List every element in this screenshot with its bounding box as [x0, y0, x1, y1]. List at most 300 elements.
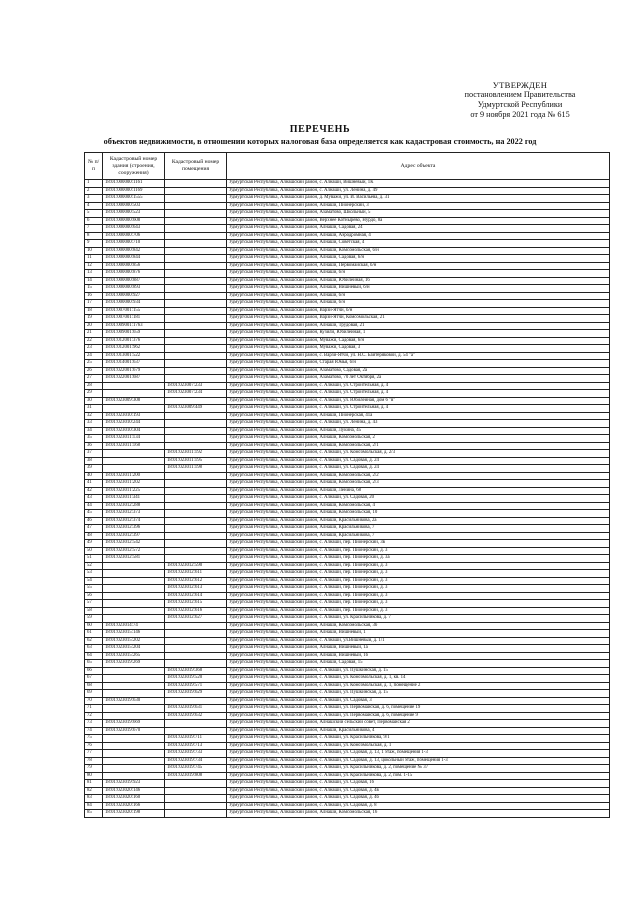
cell-cad-premise: 18:01:023012:614 — [165, 592, 227, 600]
cell-cad-building: 18:01:007001:155 — [103, 307, 165, 315]
cell-num: 3 — [85, 195, 103, 203]
cell-cad-premise — [165, 262, 227, 270]
cell-address: Удмуртская Республика, Алнашский район, Алнаши, Комсомольская, 3б — [227, 622, 610, 630]
cell-cad-building: 18:01:023011:168 — [103, 442, 165, 450]
table-row — [85, 412, 610, 420]
cell-address: Удмуртская Республика, Алнашский район, Алнаши, Красильникова, 2а — [227, 517, 610, 525]
cell-cad-premise — [165, 412, 227, 420]
table-row — [85, 525, 610, 533]
cell-num: 47 — [85, 525, 103, 533]
table-row — [85, 555, 610, 563]
cell-cad-premise — [165, 337, 227, 345]
table-row — [85, 735, 610, 743]
table-row — [85, 532, 610, 540]
cell-cad-premise: 18:01:023007:234 — [165, 390, 227, 398]
table-row — [85, 367, 610, 375]
cell-num: 85 — [85, 810, 103, 818]
cell-cad-premise: 18:01:023009:449 — [165, 405, 227, 413]
cell-address: Удмуртская Республика, Алнашский район, с. Алнаши, пер. Пионерский, д. 3 — [227, 600, 610, 608]
cell-cad-building: 18:01:023012:542 — [103, 540, 165, 548]
cell-num: 7 — [85, 225, 103, 233]
cell-cad-premise — [165, 787, 227, 795]
cell-cad-premise — [165, 315, 227, 323]
cell-cad-building — [103, 570, 165, 578]
cell-cad-premise: 18:01:023012:627 — [165, 615, 227, 623]
cell-cad-building: 18:01:000000:523 — [103, 210, 165, 218]
table-row — [85, 795, 610, 803]
cell-cad-building: 18:01:007001:181 — [103, 315, 165, 323]
cell-cad-building: 18:01:023009:308 — [103, 397, 165, 405]
cell-cad-premise — [165, 330, 227, 338]
cell-cad-premise — [165, 802, 227, 810]
cell-num: 57 — [85, 600, 103, 608]
cell-address: Удмуртская Республика, Алнашский район, с. Алнаши, ул. Комсомольская, д. 1, помещение 2 — [227, 682, 610, 690]
cell-address: Удмуртская Республика, Алнашский район, с. Алнаши, ул.Вишневый, д. 1/1 — [227, 637, 610, 645]
cell-cad-premise: 18:01:023012:615 — [165, 600, 227, 608]
cell-cad-premise: 18:01:023011:195 — [165, 457, 227, 465]
cell-cad-building — [103, 765, 165, 773]
cell-num: 46 — [85, 517, 103, 525]
table-row — [85, 435, 610, 443]
cell-cad-premise: 18:01:023019:520 — [165, 675, 227, 683]
cell-cad-building: 18:01:023011:341 — [103, 495, 165, 503]
cell-cad-building — [103, 690, 165, 698]
table-row — [85, 690, 610, 698]
cell-num: 12 — [85, 262, 103, 270]
cell-num: 68 — [85, 682, 103, 690]
cell-cad-premise — [165, 270, 227, 278]
cell-address: Удмуртская Республика, Алнашский район, с. Алнаши, ул. Юбилейная, дом 6 "в" — [227, 397, 610, 405]
cell-num: 31 — [85, 405, 103, 413]
cell-address: Удмуртская Республика, Алнашский район, с. Алнаши, ул. Строительная, д. 4 — [227, 390, 610, 398]
cell-address: Удмуртская Республика, Алнашский район, с. Алнаши, пер. Пионерский, д. 3 — [227, 592, 610, 600]
cell-cad-building: 18:01:000000:893 — [103, 285, 165, 293]
cell-num: 37 — [85, 450, 103, 458]
cell-num: 72 — [85, 712, 103, 720]
cell-address: Удмуртская Республика, Алнашский район, с. Алнаши, ул. Первомайская, д. 6, помещение 19 — [227, 705, 610, 713]
cell-cad-premise — [165, 780, 227, 788]
cell-cad-building: 18:01:023020:198 — [103, 810, 165, 818]
table-row — [85, 382, 610, 390]
cell-num: 69 — [85, 690, 103, 698]
cell-num: 40 — [85, 472, 103, 480]
cell-cad-premise — [165, 285, 227, 293]
cell-address: Удмуртская Республика, Алнашский район, с. Алнаши, пер. Пионерский, д. 3 — [227, 607, 610, 615]
cell-address: Удмуртская Республика, Алнашский район, Алнаши, Комсомольская, 4 — [227, 502, 610, 510]
cell-num: 76 — [85, 742, 103, 750]
table-row — [85, 502, 610, 510]
cell-num: 17 — [85, 300, 103, 308]
cell-num: 83 — [85, 795, 103, 803]
cell-address: Удмуртская Республика, Алнашский район, с. Алнаши, ул. Комсомольская, д. 1 — [227, 742, 610, 750]
cell-cad-premise — [165, 420, 227, 428]
table-row — [85, 495, 610, 503]
cell-address: Удмуртская Республика, Алнашский район, д. Муважи, ул. И. Васильева, д. 31 — [227, 195, 610, 203]
cell-num: 4 — [85, 202, 103, 210]
cell-cad-premise: 18:01:023019:711 — [165, 735, 227, 743]
cell-cad-building — [103, 390, 165, 398]
table-row — [85, 322, 610, 330]
cell-cad-building: 18:01:009001:659 — [103, 330, 165, 338]
cell-cad-building: 18:01:000000:503 — [103, 202, 165, 210]
cell-num: 6 — [85, 217, 103, 225]
table-row — [85, 360, 610, 368]
cell-address: Удмуртская Республика, Алнашский район, с. Алнаши, ул. Садовая, д. 13, цокольный этаж, помещения 1-3 — [227, 757, 610, 765]
cell-address: Удмуртская Республика, Алнашский район, с. Алнаши, ул. Садовая, д. 8 — [227, 802, 610, 810]
cell-cad-building — [103, 405, 165, 413]
cell-cad-building — [103, 577, 165, 585]
table-row — [85, 510, 610, 518]
table-row — [85, 300, 610, 308]
cell-cad-building: 18:01:009001:1763 — [103, 322, 165, 330]
cell-cad-premise — [165, 555, 227, 563]
table-row — [85, 240, 610, 248]
cell-cad-building: 18:01:023014:74 — [103, 622, 165, 630]
cell-address: Удмуртская Республика, Алнашский район, с. Алнаши, ул. Красильникова, 9/1 — [227, 735, 610, 743]
cell-cad-premise — [165, 442, 227, 450]
table-row — [85, 630, 610, 638]
cell-cad-building: 18:01:023010:304 — [103, 427, 165, 435]
cell-cad-premise: 18:01:023019:571 — [165, 682, 227, 690]
cell-address: Удмуртская Республика, Алнашский район, Муважи, Садовая, 3 — [227, 345, 610, 353]
cell-cad-building: 18:01:023019:670 — [103, 727, 165, 735]
cell-cad-premise: 18:01:023007:233 — [165, 382, 227, 390]
cell-cad-building: 18:01:023010:244 — [103, 420, 165, 428]
cell-cad-premise: 18:01:023019:629 — [165, 690, 227, 698]
table-row — [85, 450, 610, 458]
cell-cad-premise — [165, 630, 227, 638]
cell-num: 14 — [85, 277, 103, 285]
table-row — [85, 547, 610, 555]
cell-address: Удмуртская Республика, Алнашский район, Алнаши, б/н — [227, 300, 610, 308]
cell-address: Удмуртская Республика, Алнашский район, с. Алнаши, ул. Садовая, д. 13, 1 этаж, помещения 1-3 — [227, 750, 610, 758]
cell-cad-premise — [165, 495, 227, 503]
cell-address: Удмуртская Республика, Алнашский район, Алнаши, Пионерская, 41а — [227, 412, 610, 420]
cell-address: Удмуртская Республика, Алнашский район, Алнаши, Вишневый, б/н — [227, 285, 610, 293]
cell-cad-premise — [165, 427, 227, 435]
cell-num: 59 — [85, 615, 103, 623]
cell-cad-building: 18:01:023012:373 — [103, 510, 165, 518]
cell-address: Удмуртская Республика, Алнашский район, с. Алнаши, ул. Садовая, д. 4в — [227, 787, 610, 795]
cell-cad-premise — [165, 435, 227, 443]
table-row — [85, 705, 610, 713]
cell-address: Удмуртская Республика, Алнашский район, Алнаши, Вишневый, 1б — [227, 652, 610, 660]
cell-cad-premise — [165, 322, 227, 330]
cell-cad-premise — [165, 652, 227, 660]
table-row — [85, 667, 610, 675]
cell-cad-premise — [165, 240, 227, 248]
cell-cad-premise — [165, 510, 227, 518]
table-row — [85, 225, 610, 233]
cell-cad-building: 18:01:022001:687 — [103, 375, 165, 383]
table-row — [85, 802, 610, 810]
cell-cad-premise — [165, 247, 227, 255]
cell-address: Удмуртская Республика, Алнашский район, с. Алнаши, ул. Пушкинская, д. 15 — [227, 690, 610, 698]
cell-cad-building — [103, 600, 165, 608]
table-row — [85, 202, 610, 210]
cell-address: Удмуртская Республика, Алнашский район, с. Алнаши, пер. Пионерский, д. 3 — [227, 585, 610, 593]
cell-cad-building — [103, 675, 165, 683]
cell-address: Удмуртская Республика, Алнашский район, Алнаши, Вишневый, 1а — [227, 645, 610, 653]
table-row — [85, 615, 610, 623]
cell-cad-building: 18:01:000000:844 — [103, 255, 165, 263]
cell-num: 80 — [85, 772, 103, 780]
cell-address: Удмуртская Республика, Алнашский район, Алнаши, Ленина, 68 — [227, 487, 610, 495]
cell-num: 45 — [85, 510, 103, 518]
cell-address: Удмуртская Республика, Алнашский район, Алнаши, Лукина, 45 — [227, 427, 610, 435]
cell-cad-premise — [165, 345, 227, 353]
cell-cad-building — [103, 562, 165, 570]
cell-num: 62 — [85, 637, 103, 645]
approval-block — [420, 80, 620, 120]
cell-address: Удмуртская Республика, Алнашский район, Азаматово, 70 лет Октября, 2а — [227, 375, 610, 383]
cell-num: 67 — [85, 675, 103, 683]
table-row — [85, 772, 610, 780]
cell-cad-premise — [165, 397, 227, 405]
cell-cad-building: 18:01:023019:923 — [103, 780, 165, 788]
table-row — [85, 645, 610, 653]
cell-address: Удмуртская Республика, Алнашский район, с. Алнаши, ул. Комсомольская, д. 1, кв. 14 — [227, 675, 610, 683]
header-cad-premise: Кадастровый номер помещения — [165, 153, 227, 180]
table-row — [85, 442, 610, 450]
cell-num: 30 — [85, 397, 103, 405]
cell-num: 2 — [85, 187, 103, 195]
cell-cad-premise — [165, 645, 227, 653]
cell-address: Удмуртская Республика, Алнашский район, с. Алнаши, ул. Комсомольская, д. 2/3 — [227, 450, 610, 458]
cell-cad-premise: 18:01:023019:631 — [165, 705, 227, 713]
cell-cad-building: 18:01:023015:146 — [103, 630, 165, 638]
cell-num: 48 — [85, 532, 103, 540]
table-row — [85, 562, 610, 570]
cell-address: Удмуртская Республика, Алнашский район, с. Алнаши, ул. Садовая, д. 24 — [227, 457, 610, 465]
cell-cad-building — [103, 742, 165, 750]
cell-num: 71 — [85, 705, 103, 713]
cell-address: Удмуртская Республика, Алнашский район, с. Алнаши, пер. Пионерский, д. 3 — [227, 577, 610, 585]
cell-cad-premise — [165, 795, 227, 803]
cell-cad-premise — [165, 525, 227, 533]
cell-address: Удмуртская Республика, Алнашский район, Азаматово, Садовая, 2а — [227, 367, 610, 375]
cell-cad-building: 18:01:023012:572 — [103, 547, 165, 555]
cell-num: 19 — [85, 315, 103, 323]
cell-cad-premise — [165, 727, 227, 735]
cell-num: 53 — [85, 570, 103, 578]
cell-address: Удмуртская Республика, Алнашский район, Алнаши, Вишневый, 1 — [227, 630, 610, 638]
cell-num: 5 — [85, 210, 103, 218]
cell-cad-premise: 18:01:023012:611 — [165, 570, 227, 578]
cell-cad-building: 18:01:023015:202 — [103, 637, 165, 645]
cell-address: Удмуртская Республика, Алнашский район, Алнаши, Садовая, 24 — [227, 225, 610, 233]
cell-cad-premise — [165, 622, 227, 630]
cell-cad-premise — [165, 697, 227, 705]
cell-num: 9 — [85, 240, 103, 248]
cell-cad-building: 18:01:014001:637 — [103, 360, 165, 368]
approval-title: УТВЕРЖДЕН — [492, 80, 548, 90]
cell-cad-building: 18:01:000000:876 — [103, 270, 165, 278]
approval-line-1: постановлением Правительства — [464, 90, 576, 99]
table-row — [85, 270, 610, 278]
table-row — [85, 757, 610, 765]
table-row — [85, 600, 610, 608]
cell-cad-building: 18:01:023011:200 — [103, 472, 165, 480]
table-row — [85, 232, 610, 240]
table-row — [85, 405, 610, 413]
cell-address: Удмуртская Республика, Алнашский район, Алнашский сельский совет, Первомайская 2 — [227, 720, 610, 728]
cell-cad-building — [103, 382, 165, 390]
cell-cad-building — [103, 607, 165, 615]
table-row — [85, 315, 610, 323]
cell-cad-building — [103, 450, 165, 458]
cell-address: Удмуртская Республика, Алнашский район, Алнаши, Комсомольская, 10 — [227, 510, 610, 518]
cell-address: Удмуртская Республика, Алнашский район, с. Алнаши, ул. Ленина, д. 49 — [227, 187, 610, 195]
cell-address: Удмуртская Республика, Алнашский район, Верхнее Котнырево, Нурдо, 8а — [227, 217, 610, 225]
cell-address: Удмуртская Республика, Алнашский район, Алнаши, Аэродромная, 4 — [227, 232, 610, 240]
cell-address: Удмуртская Республика, Алнашский район, с. Алнаши, пер. Пионерский, д. 3а — [227, 555, 610, 563]
table-row — [85, 487, 610, 495]
cell-num: 16 — [85, 292, 103, 300]
table-row — [85, 750, 610, 758]
cell-cad-building: 18:01:023020:166 — [103, 802, 165, 810]
cell-num: 51 — [85, 555, 103, 563]
cell-num: 54 — [85, 577, 103, 585]
cell-address: Удмуртская Республика, Алнашский район, с. Алнаши, ул. Садовая, 3 — [227, 697, 610, 705]
cell-address: Удмуртская Республика, Алнашский район, Алнаши, Садовая, б/н — [227, 255, 610, 263]
cell-cad-building — [103, 615, 165, 623]
cell-cad-building — [103, 735, 165, 743]
table-row — [85, 262, 610, 270]
table-row — [85, 277, 610, 285]
cell-address: Удмуртская Республика, Алнашский район, Алнаши, Комсомольская, 2/3 — [227, 480, 610, 488]
document-subtitle: объектов недвижимости, в отношении которых налоговая база определяется как кадастровая стоимость, на 2022 год — [103, 137, 537, 146]
cell-cad-premise — [165, 480, 227, 488]
cell-cad-building: 18:01:023020:146 — [103, 787, 165, 795]
cell-cad-premise — [165, 217, 227, 225]
table-row — [85, 465, 610, 473]
cell-cad-building: 18:01:023010:193 — [103, 412, 165, 420]
cell-cad-building: 18:01:000000:1161 — [103, 180, 165, 188]
cell-cad-premise: 18:01:023012:590 — [165, 562, 227, 570]
cell-num: 23 — [85, 345, 103, 353]
cell-num: 63 — [85, 645, 103, 653]
cell-address: Удмуртская Республика, Алнашский район, с. Алнаши, пер. Пионерский, д. 3 — [227, 562, 610, 570]
cell-cad-building: 18:01:023012:397 — [103, 532, 165, 540]
cell-cad-building — [103, 682, 165, 690]
table-row — [85, 652, 610, 660]
cell-cad-building — [103, 750, 165, 758]
table-row — [85, 660, 610, 668]
cell-cad-premise: 18:01:023019:632 — [165, 712, 227, 720]
cell-address: Удмуртская Республика, Алнашский район, Алнаши, Красильникова, 4 — [227, 727, 610, 735]
cell-cad-building: 18:01:023015:204 — [103, 645, 165, 653]
cell-cad-building: 18:01:023020:160 — [103, 795, 165, 803]
cell-address: Удмуртская Республика, Алнашский район, Алнаши, Комсомольская, 16 — [227, 810, 610, 818]
cell-cad-premise — [165, 517, 227, 525]
cell-num: 43 — [85, 495, 103, 503]
cell-address: Удмуртская Республика, Алнашский район, с. Алнаши, пер. Пионерский, 3в — [227, 540, 610, 548]
cell-num: 21 — [85, 330, 103, 338]
cell-cad-premise: 18:01:023011:198 — [165, 465, 227, 473]
cell-address: Удмуртская Республика, Алнашский район, Кузили, Юбилейная, 1 — [227, 330, 610, 338]
table-row — [85, 577, 610, 585]
cell-address: Удмуртская Республика, Алнашский район, Алнаши, б/н — [227, 270, 610, 278]
cell-cad-building — [103, 757, 165, 765]
cell-num: 78 — [85, 757, 103, 765]
cell-address: Удмуртская Республика, Алнашский район, Алнаши, Комсомольская, 2/2 — [227, 472, 610, 480]
cell-cad-premise — [165, 487, 227, 495]
cell-address: Удмуртская Республика, Алнашский район, Муважи, Садовая, б/н — [227, 337, 610, 345]
cell-num: 35 — [85, 435, 103, 443]
cell-cad-premise — [165, 195, 227, 203]
table-row — [85, 637, 610, 645]
table-row — [85, 780, 610, 788]
cell-cad-building: 18:01:023019:669 — [103, 720, 165, 728]
cell-num: 58 — [85, 607, 103, 615]
cell-address: Удмуртская Республика, Алнашский район, с. Алнаши, ул. Красильникова, д. 7 — [227, 615, 610, 623]
cell-cad-building: 18:01:023011:225 — [103, 487, 165, 495]
cell-num: 20 — [85, 322, 103, 330]
document-heading — [40, 124, 600, 147]
cell-address: Удмуртская Республика, Алнашский район, Старая Юмья, б/н — [227, 360, 610, 368]
cell-address: Удмуртская Республика, Алнашский район, с. Варзи-Ятчи, ул. Н.С. Байтеряковой, д. 54 "а" — [227, 352, 610, 360]
cell-num: 56 — [85, 592, 103, 600]
cell-num: 22 — [85, 337, 103, 345]
cell-cad-building — [103, 592, 165, 600]
cell-num: 64 — [85, 652, 103, 660]
table-row — [85, 195, 610, 203]
cell-num: 74 — [85, 727, 103, 735]
cell-cad-premise: 18:01:023012:612 — [165, 577, 227, 585]
cell-cad-building: 18:01:023012:396 — [103, 525, 165, 533]
table-row — [85, 570, 610, 578]
cell-num: 75 — [85, 735, 103, 743]
cell-num: 73 — [85, 720, 103, 728]
cell-cad-building: 18:01:000000:706 — [103, 232, 165, 240]
cell-cad-premise — [165, 375, 227, 383]
cell-cad-building: 18:01:023011:202 — [103, 480, 165, 488]
cell-address: Удмуртская Республика, Алнашский район, с. Алнаши, ул. Строительная, д. 4 — [227, 382, 610, 390]
cell-num: 8 — [85, 232, 103, 240]
cell-num: 27 — [85, 375, 103, 383]
table-row — [85, 787, 610, 795]
cell-cad-building: 18:01:013001:522 — [103, 352, 165, 360]
table-row — [85, 675, 610, 683]
cell-cad-building: 18:01:000000:710 — [103, 240, 165, 248]
cell-cad-building — [103, 667, 165, 675]
cell-cad-building: 18:01:000000:927 — [103, 292, 165, 300]
cell-num: 60 — [85, 622, 103, 630]
cell-address: Удмуртская Республика, Алнашский район, с. Алнаши, пер. Пионерский, д. 3 — [227, 570, 610, 578]
table-row — [85, 810, 610, 818]
cell-num: 26 — [85, 367, 103, 375]
cell-num: 10 — [85, 247, 103, 255]
cell-cad-building: 18:01:023011:134 — [103, 435, 165, 443]
cell-num: 25 — [85, 360, 103, 368]
cell-num: 84 — [85, 802, 103, 810]
cell-num: 39 — [85, 465, 103, 473]
cell-num: 41 — [85, 480, 103, 488]
cell-num: 11 — [85, 255, 103, 263]
cell-cad-building — [103, 772, 165, 780]
cell-cad-building: 18:01:000000:842 — [103, 247, 165, 255]
table-row — [85, 352, 610, 360]
cell-address: Удмуртская Республика, Алнашский район, Азаматово, Школьный, 5 — [227, 210, 610, 218]
table-row — [85, 345, 610, 353]
cell-address: Удмуртская Республика, Алнашский район, Алнаши, Юбилейная, 16 — [227, 277, 610, 285]
cell-address: Удмуртская Республика, Алнашский район, Алнаши, Комсомольская, б/н — [227, 247, 610, 255]
cell-cad-building: 18:01:023012:374 — [103, 517, 165, 525]
document-title: ПЕРЕЧЕНЬ — [289, 124, 351, 135]
header-cad-building: Кадастровый номер здания (строения, сооружения) — [103, 153, 165, 180]
cell-num: 61 — [85, 630, 103, 638]
